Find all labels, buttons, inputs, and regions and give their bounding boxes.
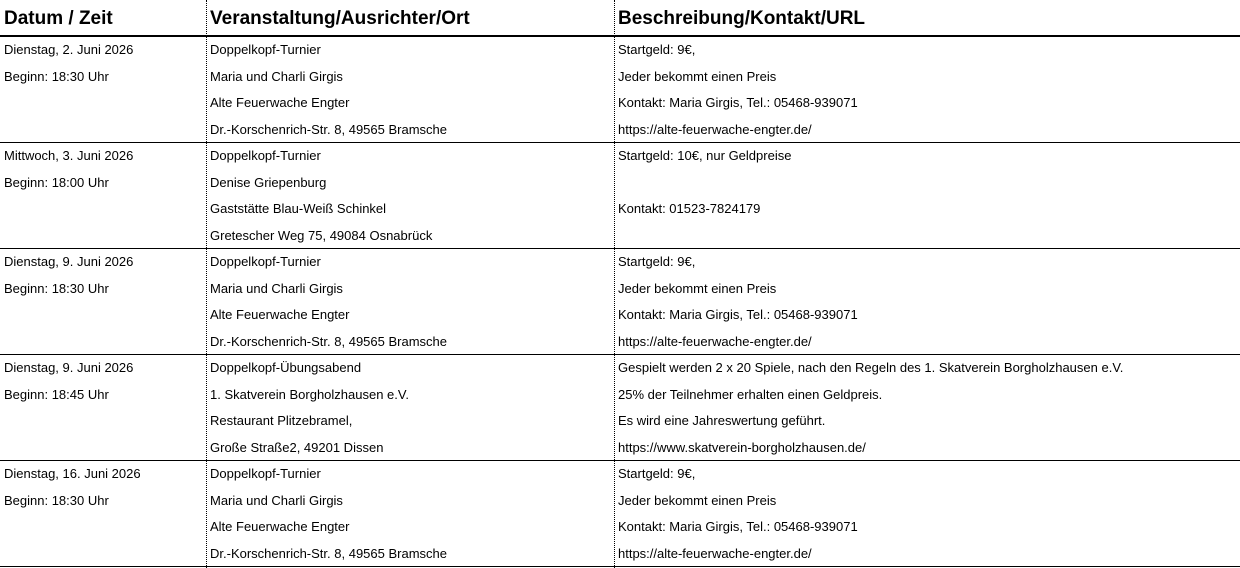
datum-cell	[0, 37, 206, 143]
cell-line	[4, 117, 206, 144]
cell-line: https://alte-feuerwache-engter.de/	[618, 545, 812, 561]
cell-line	[4, 196, 206, 223]
cell-line	[4, 435, 206, 462]
cell-line: Kontakt: Maria Girgis, Tel.: 05468-939071	[618, 519, 858, 534]
veranstaltung-cell	[206, 355, 614, 461]
cell-line: Maria und Charli Girgis	[210, 280, 343, 296]
cell-line: Doppelkopf-Turnier	[210, 254, 321, 269]
cell-line	[4, 223, 206, 250]
cell-line: Denise Griepenburg	[210, 174, 327, 190]
cell-line: Alte Feuerwache Engter	[210, 95, 350, 110]
veranstaltung-cell	[206, 37, 614, 143]
table-row	[0, 461, 1240, 567]
cell-line: Restaurant Plitzebramel,	[210, 413, 353, 428]
datum-cell	[0, 461, 206, 567]
beschreibung-cell	[614, 355, 1240, 461]
cell-line: Gespielt werden 2 x 20 Spiele, nach den Regeln des 1. Skatverein Borgholzhausen e.V.	[618, 360, 1124, 375]
cell-line: Jeder bekommt einen Preis	[618, 68, 777, 84]
cell-line	[4, 541, 206, 568]
cell-line	[4, 514, 206, 541]
cell-line: Große Straße2, 49201 Dissen	[210, 439, 384, 455]
cell-line	[4, 90, 206, 117]
table-row	[0, 355, 1240, 461]
table-row	[0, 249, 1240, 355]
beschreibung-cell	[614, 249, 1240, 355]
cell-line	[4, 408, 206, 435]
table-row	[0, 143, 1240, 249]
datum-cell	[0, 249, 206, 355]
cell-line: Mittwoch, 3. Juni 2026	[4, 148, 134, 163]
cell-line: Maria und Charli Girgis	[210, 68, 343, 84]
cell-line: Dr.-Korschenrich-Str. 8, 49565 Bramsche	[210, 121, 447, 137]
cell-line: 1. Skatverein Borgholzhausen e.V.	[210, 386, 409, 402]
cell-line: https://www.skatverein-borgholzhausen.de/	[618, 439, 866, 455]
cell-line: Dr.-Korschenrich-Str. 8, 49565 Bramsche	[210, 333, 447, 349]
cell-line: Dienstag, 9. Juni 2026	[4, 360, 134, 375]
cell-line: Startgeld: 9€,	[618, 466, 696, 481]
cell-line: Alte Feuerwache Engter	[210, 519, 350, 534]
datum-cell	[0, 355, 206, 461]
beschreibung-cell	[614, 37, 1240, 143]
header-datum-zeit: Datum / Zeit	[4, 8, 113, 29]
cell-line: Jeder bekommt einen Preis	[618, 492, 777, 508]
cell-line	[4, 329, 206, 356]
table-header	[0, 0, 1240, 36]
veranstaltung-cell	[206, 461, 614, 567]
cell-line: Doppelkopf-Turnier	[210, 466, 321, 481]
veranstaltung-cell	[206, 143, 614, 249]
cell-line	[618, 223, 1240, 250]
cell-line: Dienstag, 9. Juni 2026	[4, 254, 134, 269]
cell-line: Doppelkopf-Turnier	[210, 148, 321, 163]
cell-line: Startgeld: 10€, nur Geldpreise	[618, 148, 792, 163]
cell-line: Doppelkopf-Übungsabend	[210, 360, 362, 375]
header-veranstaltung: Veranstaltung/Ausrichter/Ort	[210, 8, 470, 29]
table-row	[0, 37, 1240, 143]
cell-line	[4, 302, 206, 329]
cell-line: Dienstag, 2. Juni 2026	[4, 42, 134, 57]
cell-line: Startgeld: 9€,	[618, 42, 696, 57]
cell-line: Doppelkopf-Turnier	[210, 42, 321, 57]
cell-line: https://alte-feuerwache-engter.de/	[618, 333, 812, 349]
cell-line: Maria und Charli Girgis	[210, 492, 343, 508]
cell-line	[618, 170, 1240, 197]
cell-line: https://alte-feuerwache-engter.de/	[618, 121, 812, 137]
row-divider	[0, 566, 1240, 567]
datum-cell	[0, 143, 206, 249]
cell-line: Jeder bekommt einen Preis	[618, 280, 777, 296]
cell-line: Beginn: 18:45 Uhr	[4, 386, 109, 402]
cell-line: Kontakt: Maria Girgis, Tel.: 05468-939071	[618, 95, 858, 110]
cell-line: Alte Feuerwache Engter	[210, 307, 350, 322]
cell-line: Beginn: 18:30 Uhr	[4, 68, 109, 84]
cell-line: Beginn: 18:30 Uhr	[4, 492, 109, 508]
header-beschreibung: Beschreibung/Kontakt/URL	[618, 8, 866, 29]
beschreibung-cell	[614, 461, 1240, 567]
cell-line: Beginn: 18:00 Uhr	[4, 174, 109, 190]
cell-line: Kontakt: Maria Girgis, Tel.: 05468-939071	[618, 307, 858, 322]
cell-line: Kontakt: 01523-7824179	[618, 201, 761, 216]
cell-line: Dr.-Korschenrich-Str. 8, 49565 Bramsche	[210, 545, 447, 561]
cell-line: Es wird eine Jahreswertung geführt.	[618, 413, 826, 428]
cell-line: Dienstag, 16. Juni 2026	[4, 466, 141, 481]
cell-line: Beginn: 18:30 Uhr	[4, 280, 109, 296]
cell-line: 25% der Teilnehmer erhalten einen Geldpreis.	[618, 386, 883, 402]
veranstaltung-cell	[206, 249, 614, 355]
beschreibung-cell	[614, 143, 1240, 249]
cell-line: Gretescher Weg 75, 49084 Osnabrück	[210, 227, 433, 243]
cell-line: Gaststätte Blau-Weiß Schinkel	[210, 201, 387, 216]
cell-line: Startgeld: 9€,	[618, 254, 696, 269]
